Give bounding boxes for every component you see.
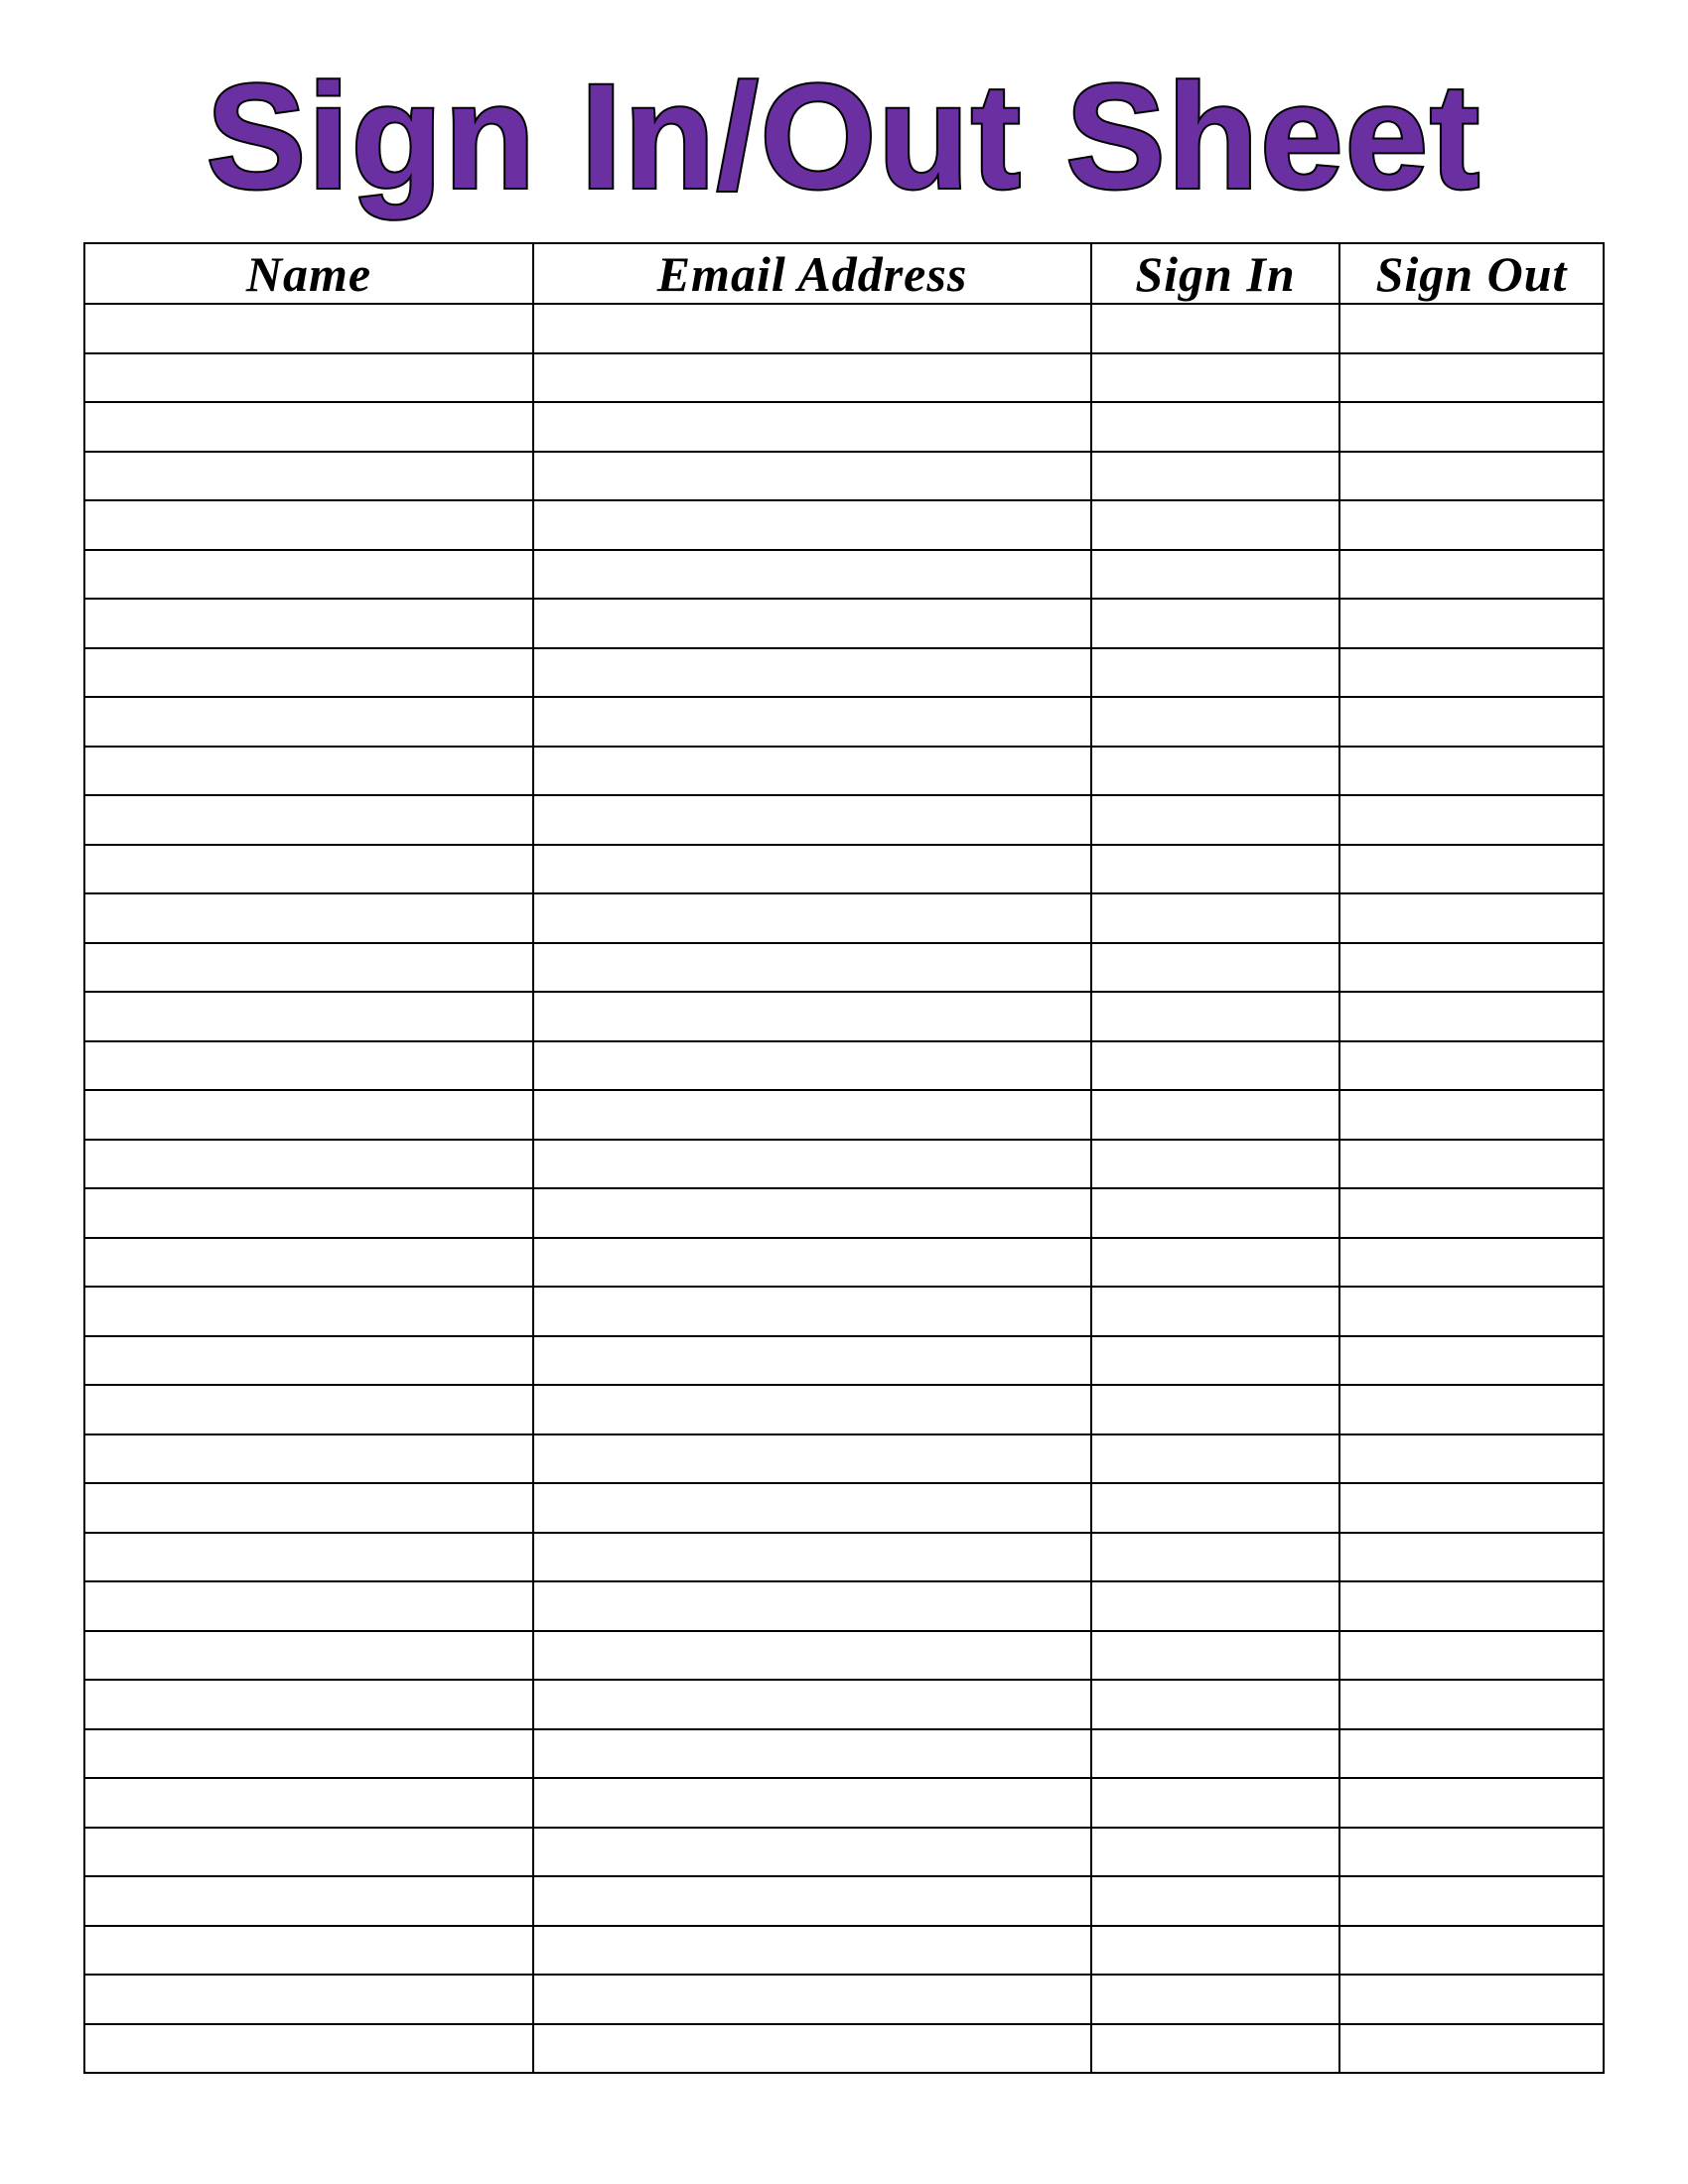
table-row [84,402,1604,452]
blank-cell-sign-in[interactable] [1091,747,1339,796]
blank-cell-sign-in[interactable] [1091,1926,1339,1976]
blank-cell-sign-out[interactable] [1339,1729,1604,1779]
blank-cell-email[interactable] [533,1680,1091,1729]
blank-cell-sign-out[interactable] [1339,304,1604,353]
blank-cell-name[interactable] [84,1533,533,1582]
table-row [84,893,1604,943]
blank-cell-sign-out[interactable] [1339,1581,1604,1631]
blank-cell-email[interactable] [533,893,1091,943]
blank-cell-email[interactable] [533,1926,1091,1976]
blank-cell-email[interactable] [533,1238,1091,1288]
blank-cell-name[interactable] [84,648,533,698]
blank-cell-email[interactable] [533,1631,1091,1681]
blank-cell-sign-out[interactable] [1339,1926,1604,1976]
blank-cell-email[interactable] [533,1483,1091,1533]
blank-cell-sign-out[interactable] [1339,1041,1604,1091]
blank-cell-sign-in[interactable] [1091,992,1339,1041]
blank-cell-name[interactable] [84,1140,533,1189]
table-row [84,747,1604,796]
blank-cell-name[interactable] [84,1188,533,1238]
table-row [84,1926,1604,1976]
blank-cell-name[interactable] [84,1287,533,1336]
blank-cell-email[interactable] [533,1828,1091,1877]
blank-cell-email[interactable] [533,500,1091,550]
blank-cell-sign-out[interactable] [1339,992,1604,1041]
blank-cell-sign-out[interactable] [1339,1287,1604,1336]
table-row [84,1090,1604,1140]
table-row [84,550,1604,600]
blank-cell-sign-out[interactable] [1339,845,1604,894]
blank-cell-email[interactable] [533,845,1091,894]
blank-cell-name[interactable] [84,1041,533,1091]
blank-cell-name[interactable] [84,893,533,943]
blank-cell-email[interactable] [533,2024,1091,2074]
blank-cell-sign-in[interactable] [1091,1188,1339,1238]
blank-cell-name[interactable] [84,1680,533,1729]
blank-cell-sign-in[interactable] [1091,648,1339,698]
blank-cell-name[interactable] [84,1090,533,1140]
table-row [84,1729,1604,1779]
blank-cell-name[interactable] [84,747,533,796]
blank-cell-email[interactable] [533,795,1091,845]
blank-cell-name[interactable] [84,1926,533,1976]
blank-cell-name[interactable] [84,550,533,600]
blank-cell-sign-out[interactable] [1339,1876,1604,1926]
blank-cell-name[interactable] [84,1385,533,1434]
blank-cell-sign-in[interactable] [1091,1041,1339,1091]
blank-cell-sign-out[interactable] [1339,943,1604,993]
blank-cell-sign-out[interactable] [1339,1778,1604,1828]
table-row [84,943,1604,993]
table-row [84,697,1604,747]
table-header-row [84,243,1604,304]
table-row [84,1434,1604,1484]
blank-cell-email[interactable] [533,1287,1091,1336]
blank-cell-email[interactable] [533,550,1091,600]
blank-cell-email[interactable] [533,747,1091,796]
blank-cell-sign-out[interactable] [1339,795,1604,845]
blank-cell-sign-in[interactable] [1091,550,1339,600]
blank-cell-sign-in[interactable] [1091,1483,1339,1533]
blank-cell-sign-in[interactable] [1091,1238,1339,1288]
blank-cell-sign-out[interactable] [1339,893,1604,943]
blank-cell-sign-out[interactable] [1339,550,1604,600]
blank-cell-name[interactable] [84,1434,533,1484]
blank-cell-sign-in[interactable] [1091,1385,1339,1434]
blank-cell-sign-out[interactable] [1339,1385,1604,1434]
table-row [84,1876,1604,1926]
blank-cell-email[interactable] [533,1188,1091,1238]
table-row [84,599,1604,648]
blank-cell-email[interactable] [533,304,1091,353]
blank-cell-name[interactable] [84,1631,533,1681]
blank-cell-sign-in[interactable] [1091,1336,1339,1386]
blank-cell-email[interactable] [533,1434,1091,1484]
blank-cell-sign-out[interactable] [1339,1238,1604,1288]
blank-cell-sign-out[interactable] [1339,1828,1604,1877]
blank-cell-name[interactable] [84,992,533,1041]
blank-cell-sign-in[interactable] [1091,1140,1339,1189]
table-row [84,795,1604,845]
blank-cell-email[interactable] [533,1385,1091,1434]
blank-cell-sign-in[interactable] [1091,697,1339,747]
blank-cell-sign-in[interactable] [1091,1876,1339,1926]
blank-cell-sign-out[interactable] [1339,747,1604,796]
table-row [84,845,1604,894]
blank-cell-name[interactable] [84,1729,533,1779]
blank-cell-sign-out[interactable] [1339,1188,1604,1238]
blank-cell-sign-in[interactable] [1091,1434,1339,1484]
table-row [84,1828,1604,1877]
column-header-name: Name [84,243,533,304]
blank-cell-sign-in[interactable] [1091,943,1339,993]
blank-cell-name[interactable] [84,1581,533,1631]
blank-cell-sign-in[interactable] [1091,402,1339,452]
sign-in-out-table [83,242,1605,2074]
blank-cell-name[interactable] [84,1876,533,1926]
table-row [84,1385,1604,1434]
table-body [84,304,1604,2073]
blank-cell-email[interactable] [533,697,1091,747]
table-row [84,353,1604,403]
blank-cell-name[interactable] [84,402,533,452]
table-row [84,992,1604,1041]
blank-cell-name[interactable] [84,452,533,501]
blank-cell-sign-out[interactable] [1339,1336,1604,1386]
table-row [84,2024,1604,2074]
column-header-sign-out: Sign Out [1339,243,1604,304]
blank-cell-sign-out[interactable] [1339,452,1604,501]
blank-cell-sign-out[interactable] [1339,1533,1604,1582]
table-row [84,1336,1604,1386]
blank-cell-sign-out[interactable] [1339,648,1604,698]
table-row [84,500,1604,550]
table-row [84,1238,1604,1288]
blank-cell-sign-out[interactable] [1339,2024,1604,2074]
blank-cell-sign-in[interactable] [1091,1828,1339,1877]
table-row [84,1287,1604,1336]
blank-cell-sign-in[interactable] [1091,304,1339,353]
blank-cell-email[interactable] [533,353,1091,403]
blank-cell-email[interactable] [533,1533,1091,1582]
blank-cell-email[interactable] [533,402,1091,452]
blank-cell-sign-in[interactable] [1091,1680,1339,1729]
blank-cell-name[interactable] [84,845,533,894]
blank-cell-sign-in[interactable] [1091,500,1339,550]
blank-cell-sign-out[interactable] [1339,599,1604,648]
blank-cell-email[interactable] [533,1140,1091,1189]
blank-cell-email[interactable] [533,1729,1091,1779]
blank-cell-name[interactable] [84,1336,533,1386]
blank-cell-sign-out[interactable] [1339,353,1604,403]
blank-cell-name[interactable] [84,1238,533,1288]
blank-cell-sign-out[interactable] [1339,402,1604,452]
blank-cell-sign-in[interactable] [1091,1729,1339,1779]
blank-cell-sign-out[interactable] [1339,1090,1604,1140]
blank-cell-email[interactable] [533,992,1091,1041]
blank-cell-email[interactable] [533,1778,1091,1828]
blank-cell-sign-in[interactable] [1091,353,1339,403]
blank-cell-email[interactable] [533,1975,1091,2024]
table-row [84,1533,1604,1582]
table-row [84,1778,1604,1828]
blank-cell-name[interactable] [84,795,533,845]
blank-cell-name[interactable] [84,697,533,747]
table-row [84,648,1604,698]
blank-cell-name[interactable] [84,1483,533,1533]
table-row [84,1975,1604,2024]
blank-cell-sign-out[interactable] [1339,500,1604,550]
blank-cell-sign-out[interactable] [1339,1434,1604,1484]
blank-cell-sign-in[interactable] [1091,893,1339,943]
blank-cell-sign-in[interactable] [1091,2024,1339,2074]
blank-cell-sign-in[interactable] [1091,1533,1339,1582]
blank-cell-sign-in[interactable] [1091,1287,1339,1336]
blank-cell-email[interactable] [533,648,1091,698]
column-header-email-address: Email Address [533,243,1091,304]
blank-cell-name[interactable] [84,1975,533,2024]
table-row [84,1483,1604,1533]
table-row [84,1188,1604,1238]
blank-cell-name[interactable] [84,943,533,993]
column-header-sign-in: Sign In [1091,243,1339,304]
blank-cell-sign-in[interactable] [1091,452,1339,501]
table-row [84,1631,1604,1681]
blank-cell-sign-out[interactable] [1339,1631,1604,1681]
blank-cell-email[interactable] [533,943,1091,993]
table-row [84,452,1604,501]
blank-cell-email[interactable] [533,1336,1091,1386]
blank-cell-sign-out[interactable] [1339,697,1604,747]
blank-cell-name[interactable] [84,1778,533,1828]
blank-cell-name[interactable] [84,304,533,353]
blank-cell-name[interactable] [84,1828,533,1877]
blank-cell-sign-in[interactable] [1091,1975,1339,2024]
blank-cell-name[interactable] [84,599,533,648]
blank-cell-name[interactable] [84,2024,533,2074]
blank-cell-sign-in[interactable] [1091,1090,1339,1140]
blank-cell-name[interactable] [84,500,533,550]
blank-cell-sign-out[interactable] [1339,1680,1604,1729]
sheet-title: Sign In/Out Sheet [206,53,1482,219]
blank-cell-email[interactable] [533,599,1091,648]
blank-cell-email[interactable] [533,1876,1091,1926]
blank-cell-sign-in[interactable] [1091,795,1339,845]
blank-cell-sign-in[interactable] [1091,1631,1339,1681]
table-row [84,1680,1604,1729]
blank-cell-name[interactable] [84,353,533,403]
table-row [84,304,1604,353]
table-row [84,1041,1604,1091]
blank-cell-sign-in[interactable] [1091,1778,1339,1828]
blank-cell-email[interactable] [533,1041,1091,1091]
table-row [84,1140,1604,1189]
blank-cell-email[interactable] [533,1581,1091,1631]
table-row [84,1581,1604,1631]
blank-cell-sign-out[interactable] [1339,1975,1604,2024]
blank-cell-email[interactable] [533,452,1091,501]
blank-cell-sign-in[interactable] [1091,845,1339,894]
blank-cell-sign-in[interactable] [1091,599,1339,648]
blank-cell-sign-out[interactable] [1339,1483,1604,1533]
blank-cell-sign-out[interactable] [1339,1140,1604,1189]
blank-cell-sign-in[interactable] [1091,1581,1339,1631]
blank-cell-email[interactable] [533,1090,1091,1140]
